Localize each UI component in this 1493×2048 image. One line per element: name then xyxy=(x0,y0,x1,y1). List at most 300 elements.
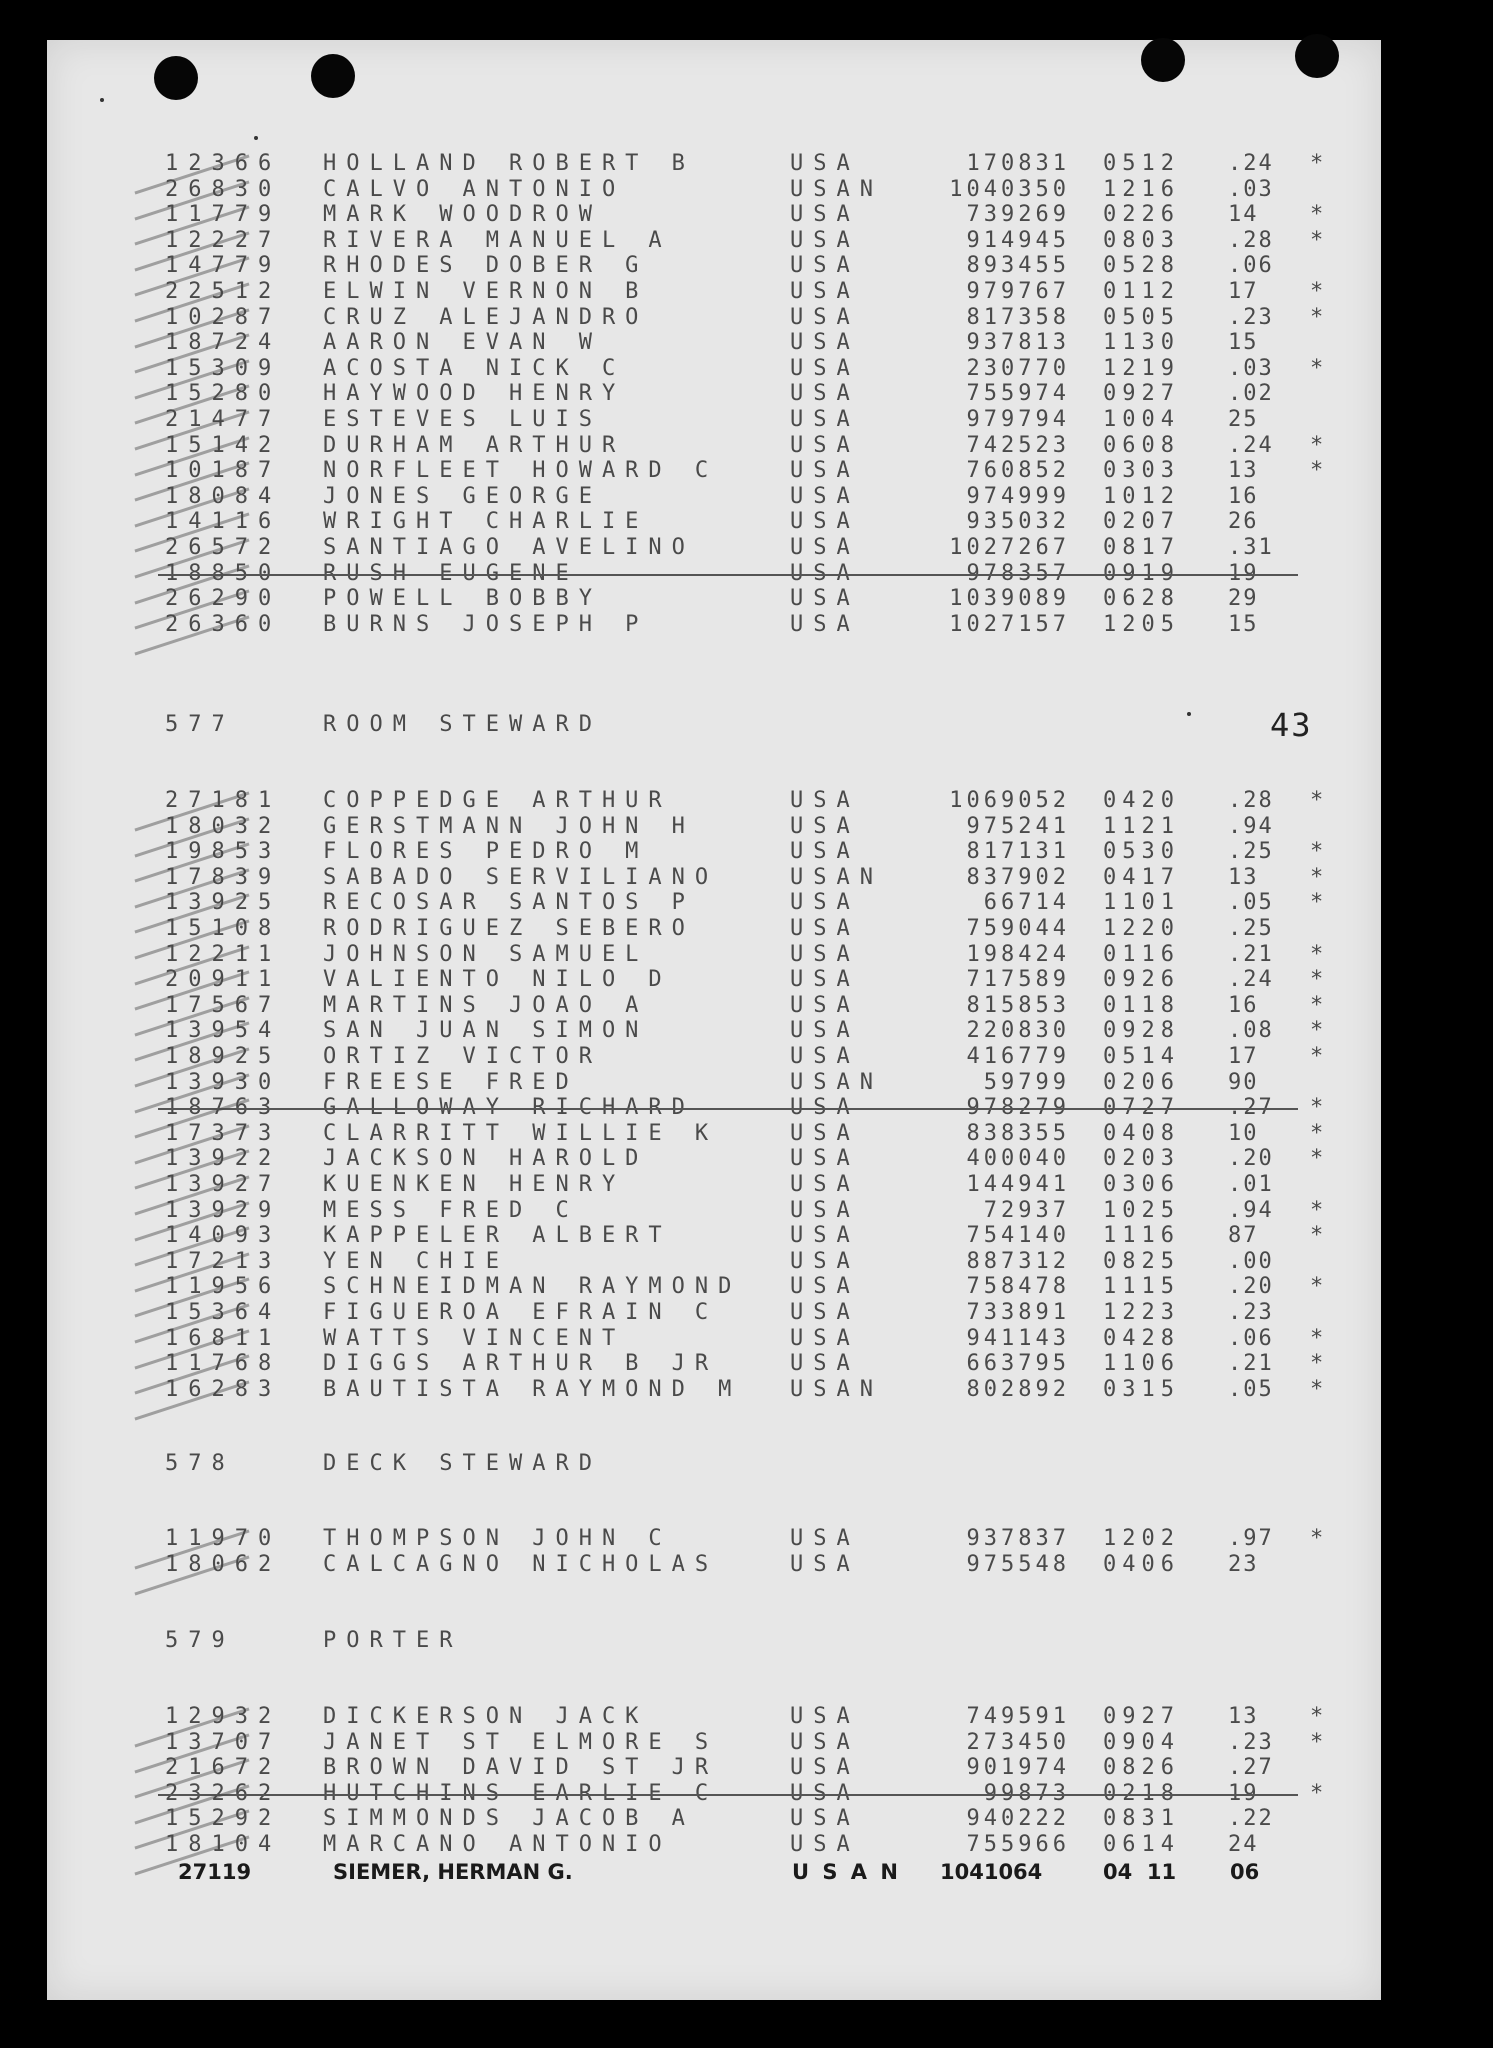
crew-name: CLARRITT WILLIE K xyxy=(323,1120,719,1146)
nationality: USA xyxy=(790,941,860,967)
reference-number: 979794 xyxy=(966,407,1070,432)
crew-number: 22512 xyxy=(165,279,282,304)
amount: 19 xyxy=(1228,560,1259,586)
handwritten-date: 04 11 xyxy=(1103,1860,1177,1884)
date-code: 1219 xyxy=(1103,355,1180,381)
amount: .94 xyxy=(1228,1197,1274,1223)
amount: 87 xyxy=(1228,1223,1259,1249)
crew-number: 18925 xyxy=(165,1044,282,1069)
handwritten-amount: 06 xyxy=(1230,1860,1260,1884)
date-code: 0628 xyxy=(1103,586,1180,612)
date-code: 1205 xyxy=(1103,611,1180,637)
crew-name: HAYWOOD HENRY xyxy=(323,381,626,407)
reference-number: 230770 xyxy=(966,355,1070,381)
date-code: 0408 xyxy=(1103,1120,1180,1146)
reference-number: 937813 xyxy=(966,330,1070,356)
crew-number: 15292 xyxy=(165,1806,282,1832)
amount: .27 xyxy=(1228,1755,1274,1781)
crew-name: ELWIN VERNON B xyxy=(323,279,649,304)
crew-name: WRIGHT CHARLIE xyxy=(323,509,649,535)
nationality: USA xyxy=(790,355,860,381)
crew-name: VALIENTO NILO D xyxy=(323,967,672,993)
nationality: USA xyxy=(790,1120,860,1146)
date-code: 0817 xyxy=(1103,535,1180,560)
crew-number: 13930 xyxy=(165,1069,282,1095)
asterisk-mark: * xyxy=(1310,967,1334,993)
reference-number: 416779 xyxy=(966,1044,1070,1069)
reference-number: 975241 xyxy=(966,813,1070,839)
asterisk-mark: * xyxy=(1310,279,1334,304)
crew-name: POWELL BOBBY xyxy=(323,586,602,612)
amount: .27 xyxy=(1228,1095,1274,1121)
asterisk-mark: * xyxy=(1310,304,1334,330)
amount: 13 xyxy=(1228,864,1259,890)
reference-number: 901974 xyxy=(966,1755,1070,1781)
amount: .24 xyxy=(1228,151,1274,176)
date-code: 0514 xyxy=(1103,1044,1180,1069)
reference-number: 144941 xyxy=(966,1172,1070,1197)
asterisk-mark: * xyxy=(1310,941,1334,967)
nationality: USA xyxy=(790,227,860,253)
crew-number: 17567 xyxy=(165,992,282,1018)
asterisk-mark: * xyxy=(1310,1018,1334,1044)
crew-number: 11970 xyxy=(165,1526,282,1551)
amount: 19 xyxy=(1228,1780,1259,1806)
crew-number: 20911 xyxy=(165,967,282,993)
asterisk-mark: * xyxy=(1310,202,1334,228)
asterisk-mark: * xyxy=(1310,1376,1334,1402)
crew-number: 13954 xyxy=(165,1018,282,1044)
crew-name: MARK WOODROW xyxy=(323,202,602,228)
nationality: USA xyxy=(790,1704,860,1729)
crew-number: 11768 xyxy=(165,1351,282,1377)
crew-number: 26830 xyxy=(165,176,282,202)
amount: .00 xyxy=(1228,1248,1274,1274)
reference-number: 733891 xyxy=(966,1300,1070,1325)
asterisk-mark: * xyxy=(1310,458,1334,484)
crew-number: 15280 xyxy=(165,381,282,407)
date-code: 0420 xyxy=(1103,788,1180,813)
amount: .25 xyxy=(1228,839,1274,865)
date-code: 0505 xyxy=(1103,304,1180,330)
crew-number: 21672 xyxy=(165,1755,282,1781)
nationality: USA xyxy=(790,890,860,916)
reference-number: 758478 xyxy=(966,1274,1070,1300)
crew-name: RODRIGUEZ SEBERO xyxy=(323,916,695,941)
amount: .22 xyxy=(1228,1806,1274,1832)
crew-number: 13929 xyxy=(165,1197,282,1223)
amount: .02 xyxy=(1228,381,1274,407)
date-code: 1121 xyxy=(1103,813,1180,839)
nationality: USA xyxy=(790,1729,860,1755)
crew-number: 18724 xyxy=(165,330,282,356)
nationality: USA xyxy=(790,1197,860,1223)
crew-number: 15309 xyxy=(165,355,282,381)
reference-number: 1039089 xyxy=(949,586,1070,612)
nationality: USA xyxy=(790,1325,860,1351)
crew-name: MESS FRED C xyxy=(323,1197,579,1223)
nationality: USA xyxy=(790,586,860,612)
reference-number: 1027267 xyxy=(949,535,1070,560)
asterisk-mark: * xyxy=(1310,1325,1334,1351)
nationality: USA xyxy=(790,202,860,228)
date-code: 0406 xyxy=(1103,1551,1180,1577)
crew-number: 13707 xyxy=(165,1729,282,1755)
reference-number: 749591 xyxy=(966,1704,1070,1729)
nationality: USA xyxy=(790,1780,860,1806)
asterisk-mark: * xyxy=(1310,1223,1334,1249)
crew-number: 14779 xyxy=(165,253,282,279)
nationality: USA xyxy=(790,992,860,1018)
date-code: 1101 xyxy=(1103,890,1180,916)
amount: 17 xyxy=(1228,279,1259,304)
crew-number: 15142 xyxy=(165,432,282,458)
reference-number: 817131 xyxy=(966,839,1070,865)
amount: .03 xyxy=(1228,176,1274,202)
nationality: USAN xyxy=(790,176,883,202)
date-code: 0206 xyxy=(1103,1069,1180,1095)
date-code: 0904 xyxy=(1103,1729,1180,1755)
date-code: 0417 xyxy=(1103,864,1180,890)
crew-number: 18084 xyxy=(165,483,282,509)
amount: 13 xyxy=(1228,458,1259,484)
amount: 14 xyxy=(1228,202,1259,228)
section-title: DECK STEWARD xyxy=(323,1451,602,1476)
crew-number: 12932 xyxy=(165,1704,282,1729)
asterisk-mark: * xyxy=(1310,1704,1334,1729)
amount: .94 xyxy=(1228,813,1274,839)
reference-number: 400040 xyxy=(966,1146,1070,1172)
date-code: 1116 xyxy=(1103,1223,1180,1249)
crew-number: 26360 xyxy=(165,611,282,637)
asterisk-mark: * xyxy=(1310,788,1334,813)
amount: .23 xyxy=(1228,304,1274,330)
amount: 23 xyxy=(1228,1551,1259,1577)
date-code: 0608 xyxy=(1103,432,1180,458)
reference-number: 1069052 xyxy=(949,788,1070,813)
crew-name: ACOSTA NICK C xyxy=(323,355,626,381)
amount: .20 xyxy=(1228,1146,1274,1172)
amount: 13 xyxy=(1228,1704,1259,1729)
amount: 15 xyxy=(1228,611,1259,637)
reference-number: 170831 xyxy=(966,151,1070,176)
date-code: 0303 xyxy=(1103,458,1180,484)
date-code: 0727 xyxy=(1103,1095,1180,1121)
crew-name: COPPEDGE ARTHUR xyxy=(323,788,672,813)
handwritten-name: SIEMER, HERMAN G. xyxy=(333,1860,573,1884)
crew-name: KAPPELER ALBERT xyxy=(323,1223,672,1249)
crew-number: 18104 xyxy=(165,1832,282,1857)
nationality: USAN xyxy=(790,1376,883,1402)
crew-name: GERSTMANN JOHN H xyxy=(323,813,695,839)
crew-number: 16811 xyxy=(165,1325,282,1351)
date-code: 0218 xyxy=(1103,1780,1180,1806)
crew-name: SIMMONDS JACOB A xyxy=(323,1806,695,1832)
crew-number: 10187 xyxy=(165,458,282,484)
amount: 25 xyxy=(1228,407,1259,432)
asterisk-mark: * xyxy=(1310,890,1334,916)
crew-name: CRUZ ALEJANDRO xyxy=(323,304,649,330)
reference-number: 739269 xyxy=(966,202,1070,228)
date-code: 1004 xyxy=(1103,407,1180,432)
amount: .01 xyxy=(1228,1172,1274,1197)
crew-name: SCHNEIDMAN RAYMOND xyxy=(323,1274,742,1300)
crew-name: CALCAGNO NICHOLAS xyxy=(323,1551,719,1577)
crew-number: 15108 xyxy=(165,916,282,941)
crew-name: BURNS JOSEPH P xyxy=(323,611,649,637)
reference-number: 273450 xyxy=(966,1729,1070,1755)
nationality: USA xyxy=(790,1806,860,1832)
amount: .28 xyxy=(1228,788,1274,813)
asterisk-mark: * xyxy=(1310,1729,1334,1755)
date-code: 0919 xyxy=(1103,560,1180,586)
crew-name: WATTS VINCENT xyxy=(323,1325,626,1351)
reference-number: 198424 xyxy=(966,941,1070,967)
crew-number: 12211 xyxy=(165,941,282,967)
reference-number: 978357 xyxy=(966,560,1070,586)
crew-number: 19853 xyxy=(165,839,282,865)
asterisk-mark: * xyxy=(1310,839,1334,865)
section-header xyxy=(0,711,1493,739)
reference-number: 220830 xyxy=(966,1018,1070,1044)
reference-number: 817358 xyxy=(966,304,1070,330)
amount: .03 xyxy=(1228,355,1274,381)
nationality: USA xyxy=(790,483,860,509)
asterisk-mark: * xyxy=(1310,1351,1334,1377)
crew-number: 17373 xyxy=(165,1120,282,1146)
crew-name: JONES GEORGE xyxy=(323,483,602,509)
crew-name: JOHNSON SAMUEL xyxy=(323,941,649,967)
amount: .21 xyxy=(1228,941,1274,967)
asterisk-mark: * xyxy=(1310,1146,1334,1172)
asterisk-mark: * xyxy=(1310,1526,1334,1551)
reference-number: 755966 xyxy=(966,1832,1070,1857)
amount: .31 xyxy=(1228,535,1274,560)
asterisk-mark: * xyxy=(1310,1274,1334,1300)
crew-name: KUENKEN HENRY xyxy=(323,1172,626,1197)
amount: .28 xyxy=(1228,227,1274,253)
crew-name: HOLLAND ROBERT B xyxy=(323,151,695,176)
crew-number: 13927 xyxy=(165,1172,282,1197)
section-code: 579 xyxy=(165,1628,235,1653)
handwritten-entry xyxy=(0,1857,1493,1887)
amount: 15 xyxy=(1228,330,1259,356)
amount: 24 xyxy=(1228,1832,1259,1857)
crew-name: RHODES DOBER G xyxy=(323,253,649,279)
amount: 10 xyxy=(1228,1120,1259,1146)
reference-number: 935032 xyxy=(966,509,1070,535)
nationality: USA xyxy=(790,1551,860,1577)
asterisk-mark: * xyxy=(1310,864,1334,890)
crew-name: JACKSON HAROLD xyxy=(323,1146,649,1172)
date-code: 1130 xyxy=(1103,330,1180,356)
date-code: 1012 xyxy=(1103,483,1180,509)
date-code: 0927 xyxy=(1103,1704,1180,1729)
reference-number: 941143 xyxy=(966,1325,1070,1351)
amount: 90 xyxy=(1228,1069,1259,1095)
reference-number: 887312 xyxy=(966,1248,1070,1274)
reference-number: 979767 xyxy=(966,279,1070,304)
reference-number: 760852 xyxy=(966,458,1070,484)
crew-name: FIGUEROA EFRAIN C xyxy=(323,1300,719,1325)
nationality: USA xyxy=(790,1351,860,1377)
nationality: USA xyxy=(790,535,860,560)
reference-number: 838355 xyxy=(966,1120,1070,1146)
reference-number: 893455 xyxy=(966,253,1070,279)
reference-number: 1040350 xyxy=(949,176,1070,202)
date-code: 0512 xyxy=(1103,151,1180,176)
date-code: 0112 xyxy=(1103,279,1180,304)
amount: 26 xyxy=(1228,509,1259,535)
nationality: USA xyxy=(790,509,860,535)
amount: .06 xyxy=(1228,253,1274,279)
crew-number: 13922 xyxy=(165,1146,282,1172)
reference-number: 802892 xyxy=(966,1376,1070,1402)
reference-number: 759044 xyxy=(966,916,1070,941)
crew-name: FLORES PEDRO M xyxy=(323,839,649,865)
reference-number: 717589 xyxy=(966,967,1070,993)
date-code: 1202 xyxy=(1103,1526,1180,1551)
nationality: USA xyxy=(790,253,860,279)
date-code: 0614 xyxy=(1103,1832,1180,1857)
nationality: USA xyxy=(790,1172,860,1197)
reference-number: 99873 xyxy=(983,1780,1070,1806)
crew-number: 15364 xyxy=(165,1300,282,1325)
nationality: USA xyxy=(790,1018,860,1044)
crew-name: MARCANO ANTONIO xyxy=(323,1832,672,1857)
crew-name: CALVO ANTONIO xyxy=(323,176,626,202)
amount: .97 xyxy=(1228,1526,1274,1551)
nationality: USA xyxy=(790,788,860,813)
asterisk-mark: * xyxy=(1310,992,1334,1018)
page-number: 43 xyxy=(1270,706,1313,744)
date-code: 0226 xyxy=(1103,202,1180,228)
nationality: USA xyxy=(790,1248,860,1274)
crew-name: NORFLEET HOWARD C xyxy=(323,458,719,484)
nationality: USA xyxy=(790,1044,860,1069)
crew-name: SAN JUAN SIMON xyxy=(323,1018,649,1044)
date-code: 1216 xyxy=(1103,176,1180,202)
date-code: 0203 xyxy=(1103,1146,1180,1172)
asterisk-mark: * xyxy=(1310,1120,1334,1146)
crew-number: 11779 xyxy=(165,202,282,228)
crew-name: AARON EVAN W xyxy=(323,330,602,356)
crew-number: 12366 xyxy=(165,151,282,176)
nationality: USA xyxy=(790,560,860,586)
crew-number: 16283 xyxy=(165,1376,282,1402)
amount: .24 xyxy=(1228,967,1274,993)
date-code: 1223 xyxy=(1103,1300,1180,1325)
nationality: USA xyxy=(790,916,860,941)
asterisk-mark: * xyxy=(1310,1780,1334,1806)
section-title: ROOM STEWARD xyxy=(323,712,602,737)
nationality: USA xyxy=(790,611,860,637)
date-code: 0116 xyxy=(1103,941,1180,967)
nationality: USA xyxy=(790,407,860,432)
crew-name: BAUTISTA RAYMOND M xyxy=(323,1376,742,1402)
nationality: USA xyxy=(790,967,860,993)
nationality: USA xyxy=(790,458,860,484)
crew-name: SABADO SERVILIANO xyxy=(323,864,719,890)
asterisk-mark: * xyxy=(1310,227,1334,253)
nationality: USA xyxy=(790,1095,860,1121)
nationality: USA xyxy=(790,1223,860,1249)
crew-number: 18763 xyxy=(165,1095,282,1121)
amount: 17 xyxy=(1228,1044,1259,1069)
crew-name: YEN CHIE xyxy=(323,1248,509,1274)
crew-name: ORTIZ VICTOR xyxy=(323,1044,602,1069)
nationality: USA xyxy=(790,1526,860,1551)
date-code: 0530 xyxy=(1103,839,1180,865)
asterisk-mark: * xyxy=(1310,151,1334,176)
crew-number: 27181 xyxy=(165,788,282,813)
section-code: 577 xyxy=(165,712,235,737)
crew-name: BROWN DAVID ST JR xyxy=(323,1755,719,1781)
nationality: USA xyxy=(790,279,860,304)
handwritten-number: 27119 xyxy=(178,1860,252,1884)
crew-number: 18850 xyxy=(165,560,282,586)
date-code: 0927 xyxy=(1103,381,1180,407)
reference-number: 974999 xyxy=(966,483,1070,509)
asterisk-mark: * xyxy=(1310,432,1334,458)
nationality: USA xyxy=(790,1832,860,1857)
crew-number: 23262 xyxy=(165,1780,282,1806)
asterisk-mark: * xyxy=(1310,1044,1334,1069)
section-code: 578 xyxy=(165,1451,235,1476)
reference-number: 940222 xyxy=(966,1806,1070,1832)
reference-number: 978279 xyxy=(966,1095,1070,1121)
crew-number: 11956 xyxy=(165,1274,282,1300)
crew-number: 26290 xyxy=(165,586,282,612)
nationality: USA xyxy=(790,330,860,356)
crew-number: 13925 xyxy=(165,890,282,916)
reference-number: 1027157 xyxy=(949,611,1070,637)
crew-name: RIVERA MANUEL A xyxy=(323,227,672,253)
reference-number: 815853 xyxy=(966,992,1070,1018)
nationality: USA xyxy=(790,839,860,865)
crew-name: RECOSAR SANTOS P xyxy=(323,890,695,916)
nationality: USA xyxy=(790,304,860,330)
date-code: 1025 xyxy=(1103,1197,1180,1223)
amount: .20 xyxy=(1228,1274,1274,1300)
asterisk-mark: * xyxy=(1310,1095,1334,1121)
amount: 29 xyxy=(1228,586,1259,612)
date-code: 0306 xyxy=(1103,1172,1180,1197)
crew-name: DURHAM ARTHUR xyxy=(323,432,626,458)
handwritten-nationality: U S A N xyxy=(792,1860,901,1884)
amount: .08 xyxy=(1228,1018,1274,1044)
amount: .25 xyxy=(1228,916,1274,941)
date-code: 0528 xyxy=(1103,253,1180,279)
reference-number: 975548 xyxy=(966,1551,1070,1577)
reference-number: 742523 xyxy=(966,432,1070,458)
nationality: USAN xyxy=(790,1069,883,1095)
crew-number: 18032 xyxy=(165,813,282,839)
asterisk-mark: * xyxy=(1310,1197,1334,1223)
reference-number: 914945 xyxy=(966,227,1070,253)
crew-number: 17839 xyxy=(165,864,282,890)
section-title: PORTER xyxy=(323,1628,463,1653)
crew-name: DICKERSON JACK xyxy=(323,1704,649,1729)
amount: 16 xyxy=(1228,992,1259,1018)
crew-name: MARTINS JOAO A xyxy=(323,992,649,1018)
crew-number: 17213 xyxy=(165,1248,282,1274)
crew-name: GALLOWAY RICHARD xyxy=(323,1095,695,1121)
nationality: USA xyxy=(790,813,860,839)
date-code: 0428 xyxy=(1103,1325,1180,1351)
crew-name: ESTEVES LUIS xyxy=(323,407,602,432)
crew-name: FREESE FRED xyxy=(323,1069,579,1095)
